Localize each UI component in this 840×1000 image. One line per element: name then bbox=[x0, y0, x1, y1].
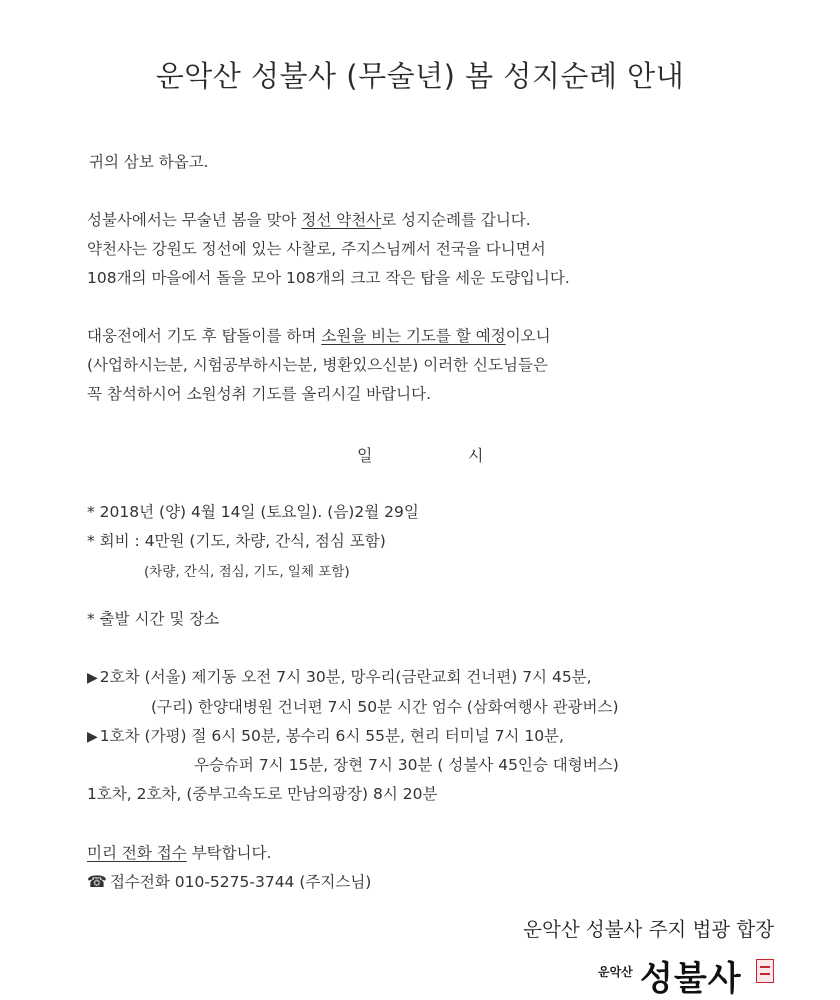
intro-line-1-pre: 성불사에서는 무술년 봄을 맞아 bbox=[87, 211, 302, 229]
wish-prayer-underlined: 소원을 비는 기도를 할 예정 bbox=[321, 327, 506, 345]
intro-line-3: 108개의 마을에서 돌을 모아 108개의 크고 작은 탑을 세운 도량입니다. bbox=[87, 269, 570, 287]
route-bus1-line1-text: 1호차 (가평) 절 6시 50분, 봉수리 6시 55분, 현리 터미널 7시 10분, bbox=[99, 727, 564, 745]
reservation-underlined: 미리 전화 접수 bbox=[87, 844, 187, 862]
meeting-point: 1호차, 2호차, (중부고속도로 만남의광장) 8시 20분 bbox=[87, 785, 438, 803]
phone-line bbox=[87, 872, 371, 892]
logo-small-text: 운악산 bbox=[598, 965, 633, 979]
reservation-post: 부탁합니다. bbox=[186, 844, 272, 862]
telephone-icon: ☎ bbox=[87, 872, 107, 891]
schedule-heading-1: 일 bbox=[357, 446, 373, 465]
prayer-line-1-pre: 대웅전에서 기도 후 탑돌이를 하며 bbox=[87, 327, 322, 345]
route-bus2-line1 bbox=[87, 667, 592, 688]
phone-number[interactable]: 접수전화 010-5275-3744 (주지스님) bbox=[109, 873, 372, 891]
intro-line-2: 약천사는 강원도 정선에 있는 사찰로, 주지스님께서 전국을 다니면서 bbox=[87, 240, 546, 258]
greeting: 귀의 삼보 하옵고. bbox=[89, 153, 209, 171]
departure-heading: * 출발 시간 및 장소 bbox=[87, 610, 220, 628]
prayer-line-3: 꼭 참석하시어 소원성취 기도를 올리시길 바랍니다. bbox=[87, 385, 431, 403]
route-bus1-line2: 우승슈퍼 7시 15분, 장현 7시 30분 ( 성불사 45인승 대형버스) bbox=[194, 756, 619, 774]
red-seal-icon bbox=[756, 959, 774, 983]
prayer-line-2: (사업하시는분, 시험공부하시는분, 병환있으신분) 이러한 신도님들은 bbox=[87, 356, 548, 374]
schedule-fee: * 회비 : 4만원 (기도, 차량, 간식, 점심 포함) bbox=[87, 532, 386, 550]
intro-line-1-post: 로 성지순례를 갑니다. bbox=[381, 211, 531, 229]
route-bus2-line2: (구리) 한양대병원 건너편 7시 50분 시간 엄수 (삼화여행사 관광버스) bbox=[151, 698, 619, 716]
triangle-right-icon: ▶ bbox=[87, 670, 98, 686]
schedule-date: * 2018년 (양) 4월 14일 (토요일). (음)2월 29일 bbox=[87, 503, 419, 521]
reservation-line bbox=[87, 843, 271, 863]
page-title: 운악산 성불사 (무술년) 봄 성지순례 안내 bbox=[155, 59, 685, 93]
route-bus2-line1-text: 2호차 (서울) 제기동 오전 7시 30분, 망우리(금란교회 건너편) 7시 45분, bbox=[99, 668, 592, 686]
signature: 운악산 성불사 주지 법광 합장 bbox=[523, 918, 774, 941]
schedule-fee-note: (차량, 간식, 점심, 기도, 일체 포함) bbox=[144, 564, 350, 580]
prayer-line-1-post: 이오니 bbox=[505, 327, 551, 345]
temple-name-underlined: 정선 약천사 bbox=[301, 211, 382, 229]
intro-line-1 bbox=[87, 210, 531, 230]
temple-logo bbox=[598, 955, 778, 997]
prayer-line-1 bbox=[87, 326, 551, 346]
triangle-right-icon: ▶ bbox=[87, 729, 98, 745]
logo-big-text: 성불사 bbox=[640, 959, 742, 999]
route-bus1-line1 bbox=[87, 726, 564, 747]
schedule-heading-2: 시 bbox=[468, 446, 484, 465]
